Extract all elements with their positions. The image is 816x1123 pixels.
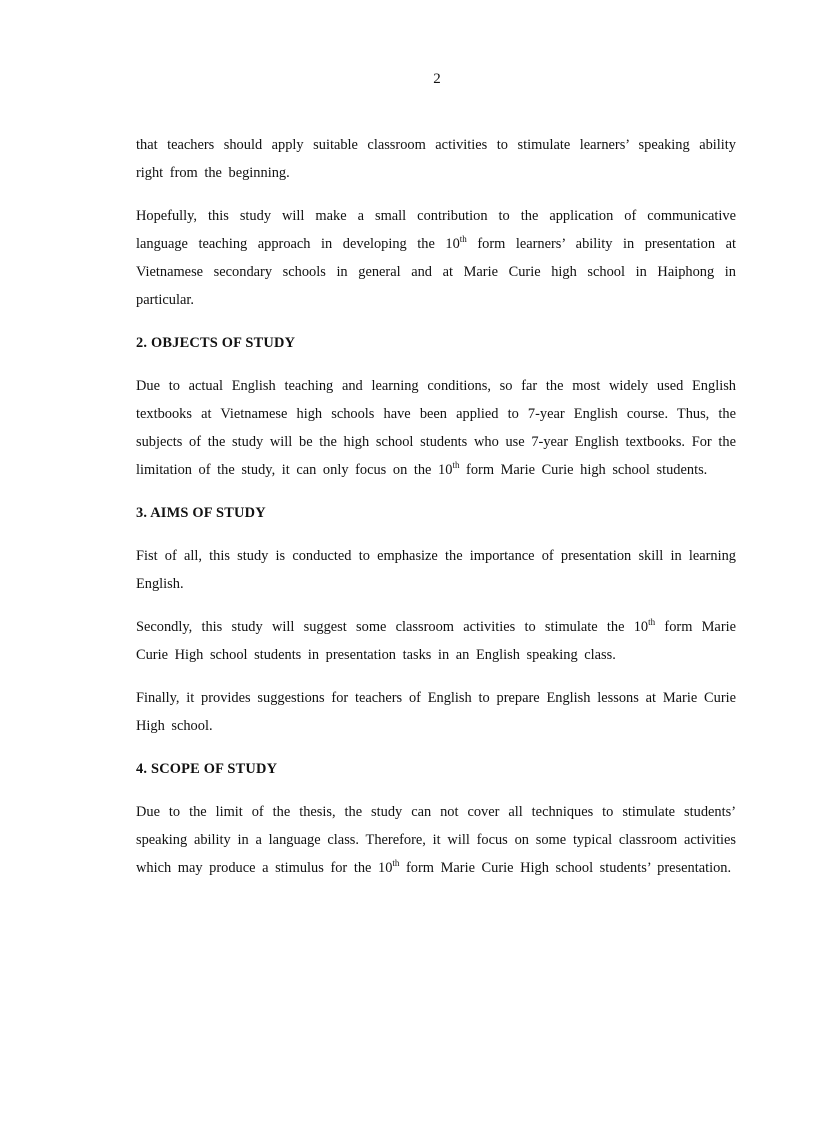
intro-paragraph-2-text-a: Hopefully, this study will make a small contribution to the application of communicative language teaching approach in developing the 10 [136,208,736,252]
intro-paragraph-1: that teachers should apply suitable classroom activities to stimulate learners’ speaking ability right from the beginning. [136,137,736,181]
scope-heading: 4. SCOPE OF STUDY [136,761,278,777]
scope-paragraph-1-text-b: form Marie Curie High school students’ presentation. [399,860,732,876]
intro-paragraph-2 [136,202,736,314]
aims-paragraph-1: Fist of all, this study is conducted to emphasize the importance of presentation skill in learning English. [136,548,736,592]
aims-paragraph-2-text-b: form Marie Curie High school students in presentation tasks in an English speaking class. [136,619,736,663]
objects-paragraph-1 [136,372,736,484]
aims-paragraph-2-text-a: Secondly, this study will suggest some classroom activities to stimulate the 10 [136,619,649,635]
objects-paragraph-1-text-b: form Marie Curie high school students. [459,462,708,478]
scope-paragraph-1-superscript: th [392,858,400,869]
page-number: 2 [433,71,441,87]
aims-paragraph-3: Finally, it provides suggestions for teachers of English to prepare English lessons at Marie Curie High school. [136,690,736,734]
scope-paragraph-1-text-a: Due to the limit of the thesis, the study can not cover all techniques to stimulate students’ speaking ability in a language class. Therefore, it will focus on some typical classroom activities which may produce a stimulus for the 10 [136,804,736,876]
intro-paragraph-2-superscript: th [459,234,467,245]
document-body [136,131,736,897]
objects-heading: 2. OBJECTS OF STUDY [136,335,296,351]
objects-paragraph-1-superscript: th [452,460,460,471]
aims-paragraph-2-superscript: th [648,617,656,628]
intro-paragraph-2-text-b: form learners’ ability in presentation at Vietnamese secondary schools in general and at Marie Curie high school in Haiphong in particular. [136,236,736,308]
scope-paragraph-1 [136,798,736,882]
aims-heading: 3. AIMS OF STUDY [136,505,266,521]
objects-paragraph-1-text-a: Due to actual English teaching and learning conditions, so far the most widely used English textbooks at Vietnamese high schools have been applied to 7-year English course. Thus, the subjects of the study will be the high school students who use 7-year English textbooks. For the limitation of the study, it can only focus on the 10 [136,378,736,478]
aims-paragraph-2 [136,613,736,669]
